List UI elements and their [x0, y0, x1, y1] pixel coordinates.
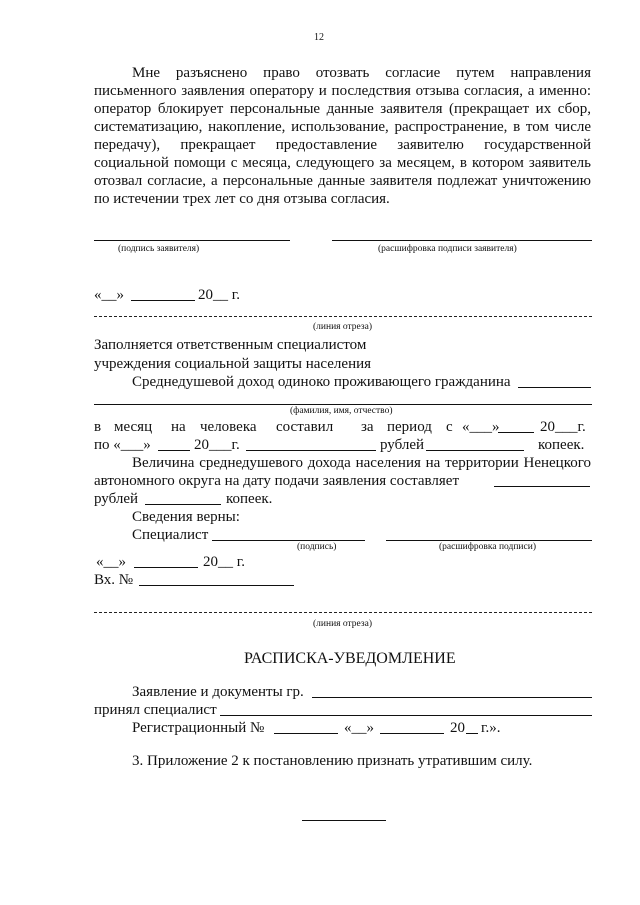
income-period-from-day: «___»: [462, 419, 500, 435]
nao-rubles-label: рублей: [94, 491, 139, 507]
applicant-decoding-label: (расшифровка подписи заявителя): [378, 244, 517, 254]
specialist-header-line-1: Заполняется ответственным специалистом: [94, 337, 367, 353]
receipt-applicant-label: Заявление и документы гр.: [132, 684, 304, 700]
specialist-label: Специалист: [132, 527, 209, 543]
page-number: 12: [314, 32, 324, 43]
income-period-to-month-line: [158, 450, 190, 451]
registration-day: «__»: [344, 720, 374, 736]
income-word-na: на: [171, 419, 186, 435]
incoming-number-line: [139, 585, 294, 586]
date-2-day: «__»: [96, 554, 126, 570]
specialist-signature-label: (подпись): [297, 542, 337, 552]
registration-number-line: [274, 733, 338, 734]
nao-line-2: автономного округа на дату подачи заявления составляет: [94, 473, 459, 489]
income-word-s: с: [446, 419, 453, 435]
receipt-specialist-line: [220, 715, 592, 716]
nao-kopecks-label: копеек.: [226, 491, 273, 507]
income-word-amounted: составил: [276, 419, 334, 435]
consent-line-3: оператор блокирует персональные данные заявителя (прекращает их сбор,: [94, 101, 591, 117]
income-period-from-year: 20___г.: [540, 419, 586, 435]
specialist-decoding-line: [386, 540, 592, 541]
consent-line-2: письменного заявления оператору и последствия отзыва согласия, а именно:: [94, 83, 591, 99]
specialist-header-line-2: учреждения социальной защиты населения: [94, 356, 372, 372]
registration-month-line: [380, 733, 444, 734]
income-period-to-year: 20___г.: [194, 437, 240, 453]
fio-line: [94, 404, 592, 405]
receipt-title: РАСПИСКА-УВЕДОМЛЕНИЕ: [244, 650, 456, 667]
income-word-person: человека: [200, 419, 257, 435]
income-line-1: Среднедушевой доход одиноко проживающего гражданина: [132, 374, 511, 390]
cut-line-1: [94, 316, 592, 317]
registration-year: 20: [450, 720, 465, 736]
consent-line-4: систематизацию, накопление, использование, распространение, в том числе: [94, 119, 591, 135]
date-2-month-line: [134, 567, 198, 568]
nao-amount-line: [494, 486, 590, 487]
income-word-za: за: [361, 419, 374, 435]
income-rubles-label: рублей: [380, 437, 425, 453]
date-1-year: 20__ г.: [198, 287, 240, 303]
nao-line-1: Величина среднедушевого дохода населения на территории Ненецкого: [132, 455, 591, 471]
date-1-month-line: [131, 300, 195, 301]
income-kopecks-line: [426, 450, 524, 451]
consent-line-5: передачу), прекращает предоставление заявителю государственной: [94, 137, 591, 153]
consent-line-8: по истечении трех лет со дня отзыва согласия.: [94, 191, 390, 207]
income-word-period: период: [387, 419, 432, 435]
specialist-signature-line: [212, 540, 365, 541]
cut-line-1-label: (линия отреза): [313, 322, 373, 332]
fio-label: (фамилия, имя, отчество): [290, 406, 393, 416]
clause-3: 3. Приложение 2 к постановлению признать утратившим силу.: [132, 753, 533, 769]
consent-line-6: социальной помощи с месяца, следующего за месяцем, в котором заявитель: [94, 155, 591, 171]
cut-line-2-label: (линия отреза): [313, 619, 373, 629]
registration-year-line: [466, 733, 478, 734]
receipt-applicant-line: [312, 697, 592, 698]
incoming-number-label: Вх. №: [94, 572, 134, 588]
consent-line-1: Мне разъяснено право отозвать согласие путем направления: [132, 65, 591, 81]
verified-label: Сведения верны:: [132, 509, 240, 525]
income-word-v: в: [94, 419, 102, 435]
date-2-year: 20__ г.: [203, 554, 245, 570]
income-rubles-line: [246, 450, 376, 451]
consent-line-7: отозвал согласие, а персональные данные заявителя подлежат уничтожению: [94, 173, 591, 189]
applicant-signature-label: (подпись заявителя): [118, 244, 200, 254]
applicant-signature-line: [94, 240, 290, 241]
registration-year-suffix: г.».: [481, 720, 501, 736]
income-kopecks-label: копеек.: [538, 437, 585, 453]
closing-rule: [302, 820, 386, 821]
cut-line-2: [94, 612, 592, 613]
registration-number-label: Регистрационный №: [132, 720, 265, 736]
nao-kopecks-line: [145, 504, 221, 505]
date-1-day: «__»: [94, 287, 124, 303]
applicant-decoding-line: [332, 240, 592, 241]
income-citizen-line: [518, 387, 591, 388]
specialist-decoding-label: (расшифровка подписи): [439, 542, 536, 552]
income-word-month: месяц: [114, 419, 153, 435]
receipt-specialist-label: принял специалист: [94, 702, 217, 718]
income-period-to-day: по «___»: [94, 437, 151, 453]
income-period-from-month-line: [498, 432, 534, 433]
